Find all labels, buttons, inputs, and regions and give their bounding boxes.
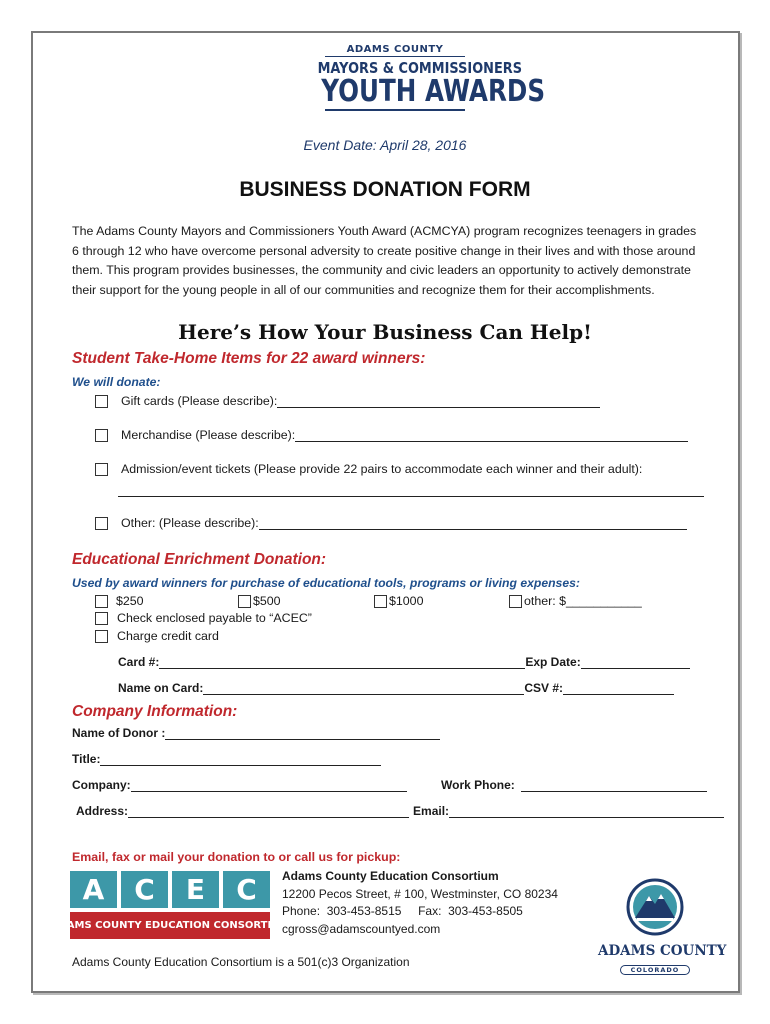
gift-cards-label: Gift cards (Please describe): bbox=[121, 394, 278, 408]
card-number-label: Card #: bbox=[118, 655, 160, 669]
title-row bbox=[72, 752, 381, 766]
other-description-field[interactable] bbox=[259, 517, 687, 530]
gift-cards-row bbox=[95, 394, 600, 408]
county-emblem-icon bbox=[625, 878, 685, 936]
charge-card-checkbox[interactable] bbox=[95, 630, 108, 643]
merchandise-row bbox=[95, 428, 688, 442]
work-phone-field[interactable] bbox=[521, 779, 707, 792]
tickets-checkbox[interactable] bbox=[95, 463, 108, 476]
amount-other-label[interactable]: other: $___________ bbox=[524, 594, 642, 608]
email-field[interactable] bbox=[449, 805, 724, 818]
donor-row bbox=[72, 726, 440, 740]
gift-cards-description-field[interactable] bbox=[277, 395, 600, 408]
work-phone-label: Work Phone: bbox=[441, 778, 515, 792]
acec-letter-e: E bbox=[172, 871, 219, 908]
acec-letter-c2: C bbox=[223, 871, 270, 908]
footer-heading: Email, fax or mail your donation to or call us for pickup: bbox=[72, 850, 401, 864]
exp-date-label: Exp Date: bbox=[525, 655, 581, 669]
charge-card-row bbox=[95, 629, 219, 643]
other-label: Other: (Please describe): bbox=[121, 516, 259, 530]
amount-250-label: $250 bbox=[116, 594, 144, 608]
other-checkbox[interactable] bbox=[95, 517, 108, 530]
amount-250 bbox=[95, 594, 238, 608]
check-enclosed-label: Check enclosed payable to “ACEC” bbox=[117, 611, 312, 625]
tickets-label: Admission/event tickets (Please provide 22 pairs to accommodate each winner and their adult): bbox=[121, 462, 643, 476]
acec-letter-a: A bbox=[70, 871, 117, 908]
page-border bbox=[31, 31, 740, 993]
merchandise-checkbox[interactable] bbox=[95, 429, 108, 442]
amount-1000-checkbox[interactable] bbox=[374, 595, 387, 608]
name-on-card-field[interactable] bbox=[203, 682, 524, 695]
card-number-row bbox=[118, 655, 690, 669]
we-will-donate-label: We will donate: bbox=[72, 375, 161, 389]
event-date: Event Date: April 28, 2016 bbox=[303, 137, 467, 153]
acec-name-bar: ADAMS COUNTY EDUCATION CONSORTIUM bbox=[70, 912, 270, 939]
address-field[interactable] bbox=[128, 805, 409, 818]
take-home-heading: Student Take-Home Items for 22 award winners: bbox=[72, 350, 426, 367]
contact-address: 12200 Pecos Street, # 100, Westminster, CO 80234 bbox=[282, 886, 558, 901]
name-on-card-label: Name on Card: bbox=[118, 681, 204, 695]
enrichment-heading: Educational Enrichment Donation: bbox=[72, 551, 327, 568]
acec-logo bbox=[50, 871, 290, 939]
name-on-card-row bbox=[118, 681, 674, 695]
form-title: BUSINESS DONATION FORM bbox=[239, 178, 531, 201]
address-row bbox=[76, 804, 724, 818]
logo-line-county: ADAMS COUNTY bbox=[325, 44, 465, 57]
gift-cards-checkbox[interactable] bbox=[95, 395, 108, 408]
check-enclosed-row bbox=[95, 611, 312, 625]
amount-250-checkbox[interactable] bbox=[95, 595, 108, 608]
title-label: Title: bbox=[72, 752, 101, 766]
acec-letter-c: C bbox=[121, 871, 168, 908]
amount-500-label: $500 bbox=[253, 594, 281, 608]
tickets-description-field[interactable] bbox=[118, 484, 704, 497]
csv-label: CSV #: bbox=[524, 681, 564, 695]
contact-phone-fax: Phone: 303-453-8515 Fax: 303-453-8505 bbox=[282, 904, 523, 918]
adams-county-logo bbox=[598, 878, 727, 977]
company-field[interactable] bbox=[131, 779, 407, 792]
charge-card-label: Charge credit card bbox=[117, 629, 219, 643]
amount-1000 bbox=[374, 594, 509, 608]
check-enclosed-checkbox[interactable] bbox=[95, 612, 108, 625]
youth-awards-logo bbox=[305, 44, 546, 111]
merchandise-description-field[interactable] bbox=[295, 429, 688, 442]
donation-amounts bbox=[95, 594, 642, 608]
exp-date-field[interactable] bbox=[581, 656, 690, 669]
amount-other bbox=[509, 594, 642, 608]
donor-field[interactable] bbox=[165, 727, 440, 740]
work-phone-row bbox=[441, 778, 707, 792]
csv-field[interactable] bbox=[563, 682, 674, 695]
contact-block bbox=[282, 868, 558, 938]
amount-500 bbox=[238, 594, 374, 608]
address-label: Address: bbox=[76, 804, 129, 818]
company-label: Company: bbox=[72, 778, 131, 792]
logo-rule bbox=[325, 109, 465, 111]
enrichment-subheading: Used by award winners for purchase of educational tools, programs or living expenses: bbox=[72, 576, 580, 590]
title-field[interactable] bbox=[100, 753, 381, 766]
logo-line-mayors: MAYORS & COMMISSIONERS bbox=[317, 59, 522, 77]
email-label: Email: bbox=[413, 804, 450, 818]
tickets-row bbox=[95, 462, 642, 476]
amount-500-checkbox[interactable] bbox=[238, 595, 251, 608]
amount-other-checkbox[interactable] bbox=[509, 595, 522, 608]
company-row bbox=[72, 778, 407, 792]
help-heading: Here’s How Your Business Can Help! bbox=[178, 320, 592, 344]
contact-org: Adams County Education Consortium bbox=[282, 869, 499, 883]
donor-label: Name of Donor : bbox=[72, 726, 166, 740]
county-name: ADAMS COUNTY bbox=[598, 943, 727, 959]
logo-line-youth-awards: YOUTH AWARDS bbox=[321, 74, 546, 109]
amount-1000-label: $1000 bbox=[389, 594, 424, 608]
nonprofit-statement: Adams County Education Consortium is a 501(c)3 Organization bbox=[72, 955, 410, 969]
card-number-field[interactable] bbox=[159, 656, 525, 669]
other-row bbox=[95, 516, 687, 530]
county-state: COLORADO bbox=[620, 965, 691, 975]
merchandise-label: Merchandise (Please describe): bbox=[121, 428, 296, 442]
intro-paragraph: The Adams County Mayors and Commissioners Youth Award (ACMCYA) program recognizes teenagers in grades 6 through 12 who have overcome personal adversity to create positive change in their lives and with those around them. This program provides businesses, the community and civic leaders an opportunity to actively demonstrate their support for the young people in all of our communities and recognize them for their accomplishments. bbox=[72, 224, 697, 297]
company-heading: Company Information: bbox=[72, 703, 238, 720]
contact-email[interactable]: cgross@adamscountyed.com bbox=[282, 921, 441, 936]
